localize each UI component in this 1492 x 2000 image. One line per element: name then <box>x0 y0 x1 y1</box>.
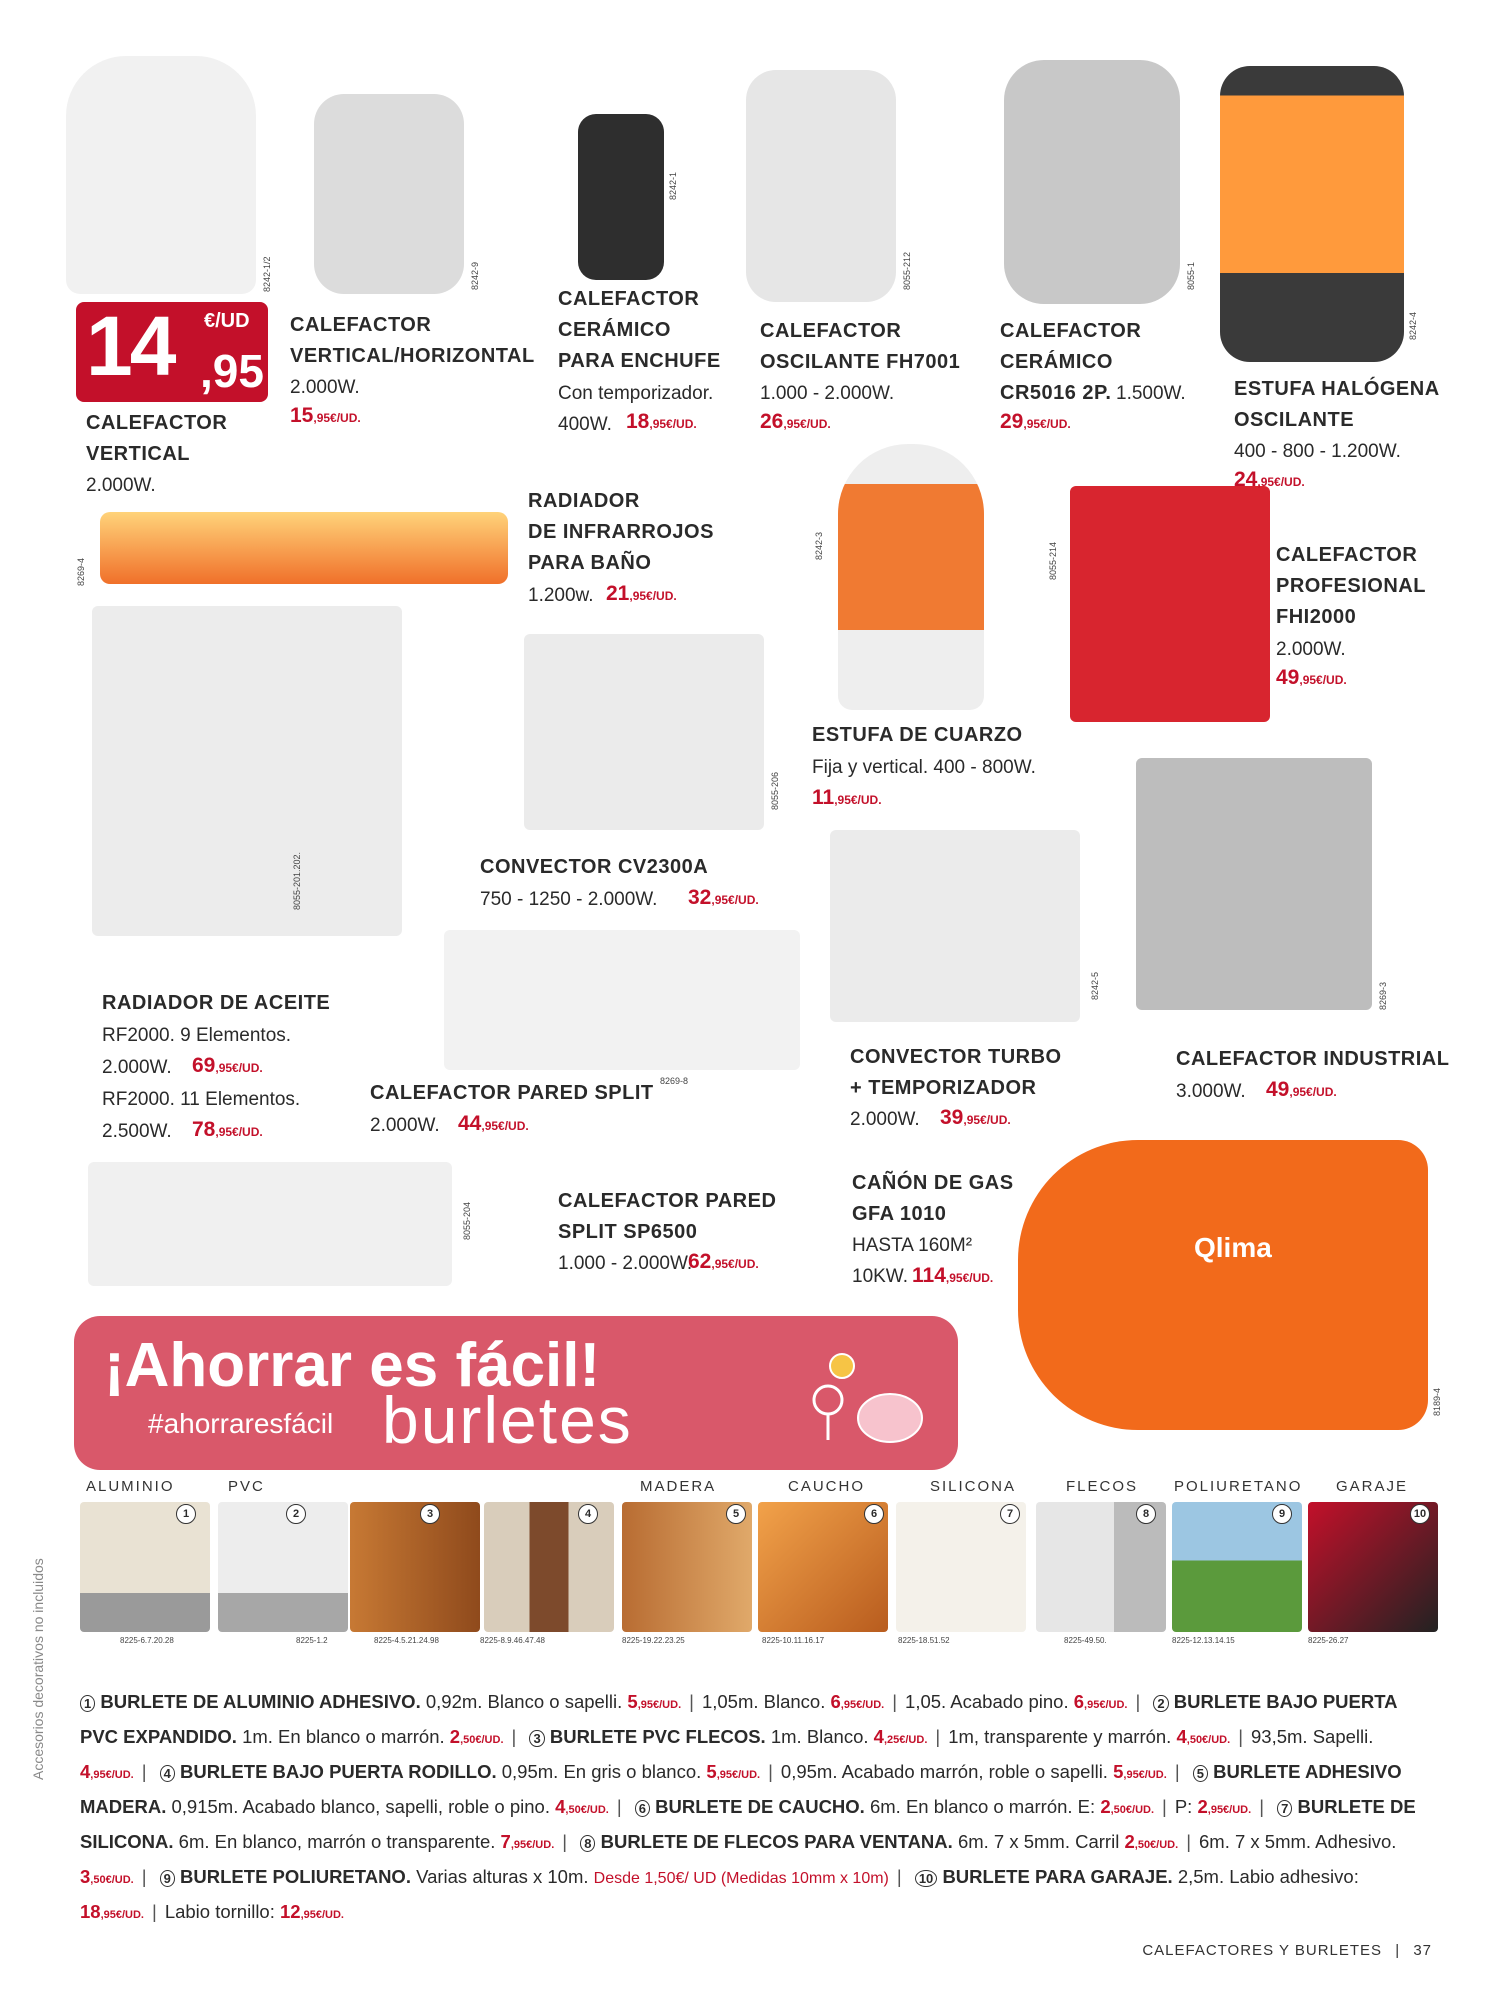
product-image-oscilante <box>746 70 896 302</box>
product-price-sp6500: 62,95€/UD. <box>688 1250 759 1273</box>
product-price-halogena: 24,95€/UD. <box>1234 468 1305 491</box>
product-desc-convector: 750 - 1250 - 2.000W. <box>480 889 658 910</box>
thumb-code-8: 8225-49.50. <box>1064 1636 1107 1645</box>
piggy-bank-icon <box>798 1344 928 1454</box>
code-profesional: 8055-214 <box>1048 541 1058 580</box>
code-infrarrojos: 8269-4 <box>76 557 86 586</box>
product-price-split: 44,95€/UD. <box>458 1112 529 1135</box>
thumb-code-10: 8225-26.27 <box>1308 1636 1349 1645</box>
side-note: Accesorios decorativos no incluidos <box>30 1558 46 1780</box>
footer-separator: | <box>1395 1942 1401 1959</box>
product-image-infrarrojos <box>100 512 508 584</box>
big-price-unit: €/UD <box>204 310 250 332</box>
product-name-profesional: CALEFACTOR PROFESIONAL FHI2000 <box>1276 544 1426 628</box>
product-image-gas <box>1018 1140 1428 1430</box>
thumb-number-3: 3 <box>420 1504 440 1524</box>
product-image-cuarzo <box>838 444 984 710</box>
product-price-profesional: 49,95€/UD. <box>1276 666 1347 689</box>
banner-title: ¡Ahorrar es fácil! <box>104 1331 601 1400</box>
product-desc-oscilante: 1.000 - 2.000W. <box>760 383 895 404</box>
product-desc-vh: 2.000W. <box>290 377 360 398</box>
product-image-vertical <box>66 56 256 294</box>
code-vh: 8242-9 <box>470 261 480 290</box>
product-name-enchufe: CALEFACTOR CERÁMICO PARA ENCHUFE <box>558 288 721 372</box>
code-vertical: 8242-1/2 <box>262 256 272 292</box>
thumb-number-8: 8 <box>1136 1504 1156 1524</box>
product-price-aceite-1: 69,95€/UD. <box>192 1054 263 1077</box>
product-image-split <box>444 930 800 1070</box>
code-gas: 8189-4 <box>1432 1387 1442 1416</box>
product-price-gas: 114,95€/UD. <box>912 1264 994 1287</box>
product-image-profesional <box>1070 486 1270 722</box>
big-price-dec: ,95 <box>200 345 264 397</box>
product-image-ceramico <box>1004 60 1180 304</box>
product-name-ceramico: CALEFACTOR CERÁMICO CR5016 2P. <box>1000 320 1142 404</box>
product-price-turbo: 39,95€/UD. <box>940 1106 1011 1129</box>
page-footer <box>1142 1942 1432 1959</box>
code-split: 8269-8 <box>660 1076 689 1086</box>
banner-hashtag: #ahorraresfácil <box>148 1408 334 1439</box>
thumb-2 <box>218 1502 348 1632</box>
product-image-aceite <box>92 606 402 936</box>
product-image-convector <box>524 634 764 830</box>
product-image-vh <box>314 94 464 294</box>
page-number: 37 <box>1413 1942 1432 1959</box>
product-image-turbo <box>830 830 1080 1022</box>
code-ceramico: 8055-1 <box>1186 261 1196 290</box>
product-image-halogena <box>1220 66 1404 362</box>
code-halogena: 8242-4 <box>1408 311 1418 340</box>
product-price-enchufe: 18,95€/UD. <box>626 410 697 433</box>
thumb-code-2: 8225-1.2 <box>296 1636 328 1645</box>
code-convector: 8055-206 <box>770 771 780 810</box>
product-name-vertical: CALEFACTOR VERTICAL <box>86 412 228 465</box>
thumb-code-5: 8225-19.22.23.25 <box>622 1636 685 1645</box>
thumb-code-3: 8225-4.5.21.24.98 <box>374 1636 439 1645</box>
thumb-number-9: 9 <box>1272 1504 1292 1524</box>
qlima-logo: Qlima <box>1194 1232 1272 1263</box>
product-desc-aceite-3: RF2000. 11 Elementos. <box>102 1089 301 1110</box>
code-oscilante: 8055-212 <box>902 251 912 290</box>
thumb-code-6: 8225-10.11.16.17 <box>762 1636 825 1645</box>
category-pvc: PVC <box>228 1478 265 1495</box>
product-desc-halogena: 400 - 800 - 1.200W. <box>1234 441 1401 462</box>
promo-banner <box>74 1316 958 1470</box>
category-garaje: GARAJE <box>1336 1478 1409 1495</box>
product-name-cuarzo: ESTUFA DE CUARZO <box>812 724 1023 746</box>
code-aceite: 8055-201.202. <box>292 851 302 910</box>
category-silicona: SILICONA <box>930 1478 1017 1495</box>
product-desc-aceite-2: 2.000W. <box>102 1057 172 1078</box>
product-name-sp6500: CALEFACTOR PARED SPLIT SP6500 <box>558 1190 777 1243</box>
big-price-tag <box>76 299 268 402</box>
product-desc-aceite-4: 2.500W. <box>102 1121 172 1142</box>
thumb-number-7: 7 <box>1000 1504 1020 1524</box>
burletes-description: 1 BURLETE DE ALUMINIO ADHESIVO. 0,92m. Blanco o sapelli. 5,95€/UD. | 1,05m. Blanco. 6,95€/UD. | 1,05. Acabado pino. 6,95€/UD. | 2 BURLETE BAJO PUERTA PVC EXPANDIDO. 1m. En blanco o marrón. 2,50€/UD. | 3 BURLETE PVC FLECOS. 1m. Blanco. 4,25€/UD. | 1m, transparente y marrón. 4,50€/UD. | 93,5m. Sapelli. 4,95€/UD. | 4 BURLETE BAJO PUERTA RODILLO. 0,95m. En gris o blanco. 5,95€/UD. | 0,95m. Acabado marrón, roble o sapelli. 5,95€/UD. | 5 BURLETE ADHESIVO MADERA. 0,915m. Acabado blanco, sapelli, roble o pino. 4,50€/UD. | 6 BURLETE DE CAUCHO. 6m. En blanco o marrón. E: 2,50€/UD. | P: 2,95€/UD. | 7 BURLETE DE SILICONA. 6m. En blanco, marrón o transparente. 7,95€/UD. | 8 BURLETE DE FLECOS PARA VENTANA. 6m. 7 x 5mm. Carril 2,50€/UD. | 6m. 7 x 5mm. Adhesivo. 3,50€/UD. | 9 BURLETE POLIURETANO. Varias alturas x 10m. Desde 1,50€/ UD (Medidas 10mm x 10m) | 10 BURLETE PARA GARAJE. 2,5m. Labio adhesivo: 18,95€/UD. | Labio tornillo: 12,95€/UD. <box>80 1691 1416 1922</box>
thumb-number-4: 4 <box>578 1504 598 1524</box>
category-poliuretano: POLIURETANO <box>1174 1478 1303 1495</box>
product-desc-cuarzo: Fija y vertical. 400 - 800W. <box>812 757 1036 778</box>
footer-section: CALEFACTORES Y BURLETES <box>1142 1942 1383 1959</box>
thumb-number-6: 6 <box>864 1504 884 1524</box>
thumb-number-10: 10 <box>1410 1504 1430 1524</box>
product-desc-infrarrojos: 1.200w. <box>528 585 594 606</box>
product-price-aceite-2: 78,95€/UD. <box>192 1118 263 1141</box>
thumb-number-2: 2 <box>286 1504 306 1524</box>
thumb-code-7: 8225-18.51.52 <box>898 1636 950 1645</box>
product-desc-vertical: 2.000W. <box>86 475 156 496</box>
code-sp6500: 8055-204 <box>462 1201 472 1240</box>
product-name-halogena: ESTUFA HALÓGENA OSCILANTE <box>1234 378 1440 431</box>
product-name-oscilante: CALEFACTOR OSCILANTE FH7001 <box>760 320 961 373</box>
product-desc-ceramico: 1.500W. <box>1116 383 1186 404</box>
code-cuarzo: 8242-3 <box>814 531 824 560</box>
code-industrial: 8269-3 <box>1378 981 1388 1010</box>
product-desc-gas: HASTA 160M² 10KW. <box>852 1235 973 1287</box>
big-price-int: 14 <box>86 299 174 393</box>
product-desc-turbo: 2.000W. <box>850 1109 920 1130</box>
product-desc-sp6500: 1.000 - 2.000W. <box>558 1253 693 1274</box>
product-desc-industrial: 3.000W. <box>1176 1081 1246 1102</box>
thumb-number-1: 1 <box>176 1504 196 1524</box>
thumb-code-9: 8225-12.13.14.15 <box>1172 1636 1235 1645</box>
product-price-vh: 15,95€/UD. <box>290 404 361 427</box>
code-turbo: 8242-5 <box>1090 971 1100 1000</box>
product-name-industrial: CALEFACTOR INDUSTRIAL <box>1176 1048 1450 1070</box>
product-price-infrarrojos: 21,95€/UD. <box>606 582 677 605</box>
product-image-sp6500 <box>88 1162 452 1286</box>
code-enchufe: 8242-1 <box>668 171 678 200</box>
category-aluminio: ALUMINIO <box>86 1478 175 1495</box>
product-price-ceramico: 29,95€/UD. <box>1000 410 1071 433</box>
product-name-gas: CAÑÓN DE GAS GFA 1010 <box>852 1172 1014 1225</box>
product-name-turbo: CONVECTOR TURBO + TEMPORIZADOR <box>850 1046 1062 1099</box>
product-name-vh: CALEFACTOR VERTICAL/HORIZONTAL <box>290 314 535 367</box>
product-name-aceite: RADIADOR DE ACEITE <box>102 992 331 1014</box>
product-name-infrarrojos: RADIADOR DE INFRARROJOS PARA BAÑO <box>528 490 714 574</box>
category-caucho: CAUCHO <box>788 1478 866 1495</box>
product-desc-enchufe: Con temporizador. 400W. <box>558 383 714 435</box>
category-flecos: FLECOS <box>1066 1478 1139 1495</box>
product-image-enchufe <box>578 114 664 280</box>
product-desc-split: 2.000W. <box>370 1115 440 1136</box>
thumb-3 <box>350 1502 480 1632</box>
product-name-convector: CONVECTOR CV2300A <box>480 856 709 878</box>
product-name-split: CALEFACTOR PARED SPLIT <box>370 1082 654 1104</box>
product-desc-profesional: 2.000W. <box>1276 639 1346 660</box>
product-price-cuarzo: 11,95€/UD. <box>812 786 882 809</box>
product-price-oscilante: 26,95€/UD. <box>760 410 831 433</box>
thumb-number-5: 5 <box>726 1504 746 1524</box>
thumb-code-1: 8225-6.7.20.28 <box>120 1636 174 1645</box>
category-madera: MADERA <box>640 1478 717 1495</box>
product-desc-aceite-1: RF2000. 9 Elementos. <box>102 1025 292 1046</box>
product-image-industrial <box>1136 758 1372 1010</box>
product-price-convector: 32,95€/UD. <box>688 886 759 909</box>
product-price-industrial: 49,95€/UD. <box>1266 1078 1337 1101</box>
thumb-code-4: 8225-8.9.46.47.48 <box>480 1636 545 1645</box>
banner-word: burletes <box>382 1383 633 1457</box>
